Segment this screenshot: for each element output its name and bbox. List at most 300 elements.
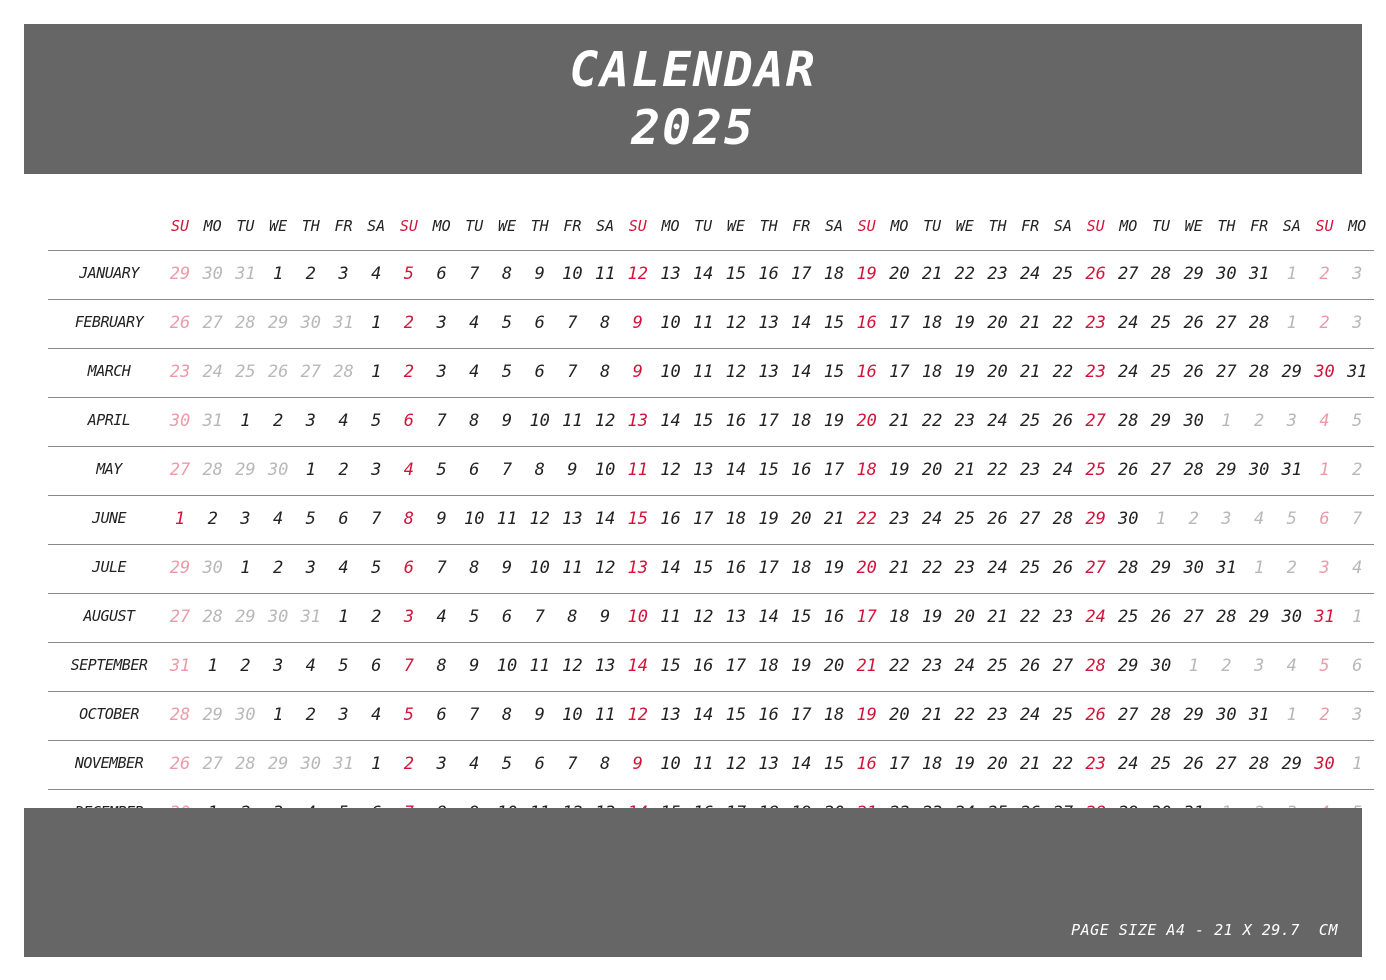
adjacent-month-day: 6 — [1352, 656, 1363, 676]
day-cell: 18 — [791, 558, 812, 578]
weekday-label: MO — [203, 217, 222, 235]
weekday-label: TU — [465, 217, 484, 235]
weekday-label: MO — [1348, 217, 1367, 235]
day-cell: 29 — [1216, 460, 1237, 480]
day-cell: 31 — [1314, 607, 1335, 627]
day-cell: 22 — [889, 656, 910, 676]
day-cell: 3 — [272, 656, 284, 676]
day-cell: 31 — [1216, 558, 1237, 578]
month-row — [48, 544, 1374, 593]
adjacent-month-day: 28 — [235, 313, 256, 333]
weekday-label: SA — [1053, 217, 1072, 235]
day-cell: 8 — [501, 705, 513, 725]
day-cell: 30 — [1118, 509, 1139, 529]
day-cell: 6 — [403, 411, 415, 431]
day-cell: 20 — [987, 313, 1008, 333]
day-cell: 10 — [660, 754, 681, 774]
day-cell: 23 — [1085, 313, 1106, 333]
page-size-note: PAGE SIZE A4 - 21 X 29.7 CM — [1071, 921, 1338, 939]
day-cell: 15 — [692, 411, 714, 431]
day-cell: 15 — [823, 754, 845, 774]
adjacent-month-day: 29 — [169, 264, 191, 284]
weekday-label: SU — [170, 217, 190, 235]
day-cell: 30 — [1216, 264, 1237, 284]
month-row — [48, 691, 1374, 740]
month-name: AUGUST — [83, 607, 135, 625]
day-cell: 4 — [371, 705, 382, 725]
day-cell: 6 — [534, 754, 545, 774]
adjacent-month-day: 3 — [1352, 313, 1363, 333]
day-cell: 14 — [791, 754, 812, 774]
day-cell: 1 — [174, 509, 186, 529]
day-cell: 1 — [272, 264, 284, 284]
day-cell: 7 — [534, 607, 545, 627]
day-cell: 12 — [660, 460, 681, 480]
day-cell: 19 — [954, 362, 976, 382]
calendar-grid — [48, 204, 1374, 838]
footer-band — [24, 808, 1362, 957]
day-cell: 31 — [1346, 362, 1368, 382]
day-cell: 21 — [987, 607, 1008, 627]
day-cell: 11 — [562, 411, 583, 431]
adjacent-month-day: 2 — [1221, 656, 1232, 676]
day-cell: 14 — [627, 656, 649, 676]
day-cell: 13 — [627, 558, 649, 578]
adjacent-month-day: 1 — [1155, 509, 1167, 529]
adjacent-month-day: 31 — [235, 264, 256, 284]
day-cell: 14 — [594, 509, 616, 529]
weekday-label: TU — [1151, 217, 1171, 235]
day-cell: 24 — [954, 656, 976, 676]
weekday-header-row — [48, 204, 1374, 250]
day-cell: 1 — [240, 558, 251, 578]
day-cell: 4 — [403, 460, 415, 480]
day-cell: 1 — [240, 411, 251, 431]
day-cell: 12 — [692, 607, 714, 627]
day-cell: 19 — [758, 509, 779, 529]
adjacent-month-day: 5 — [1319, 656, 1330, 676]
day-cell: 2 — [207, 509, 218, 529]
adjacent-month-day: 4 — [1286, 656, 1297, 676]
month-name: NOVEMBER — [74, 754, 144, 772]
day-cell: 12 — [725, 362, 747, 382]
month-row — [48, 299, 1374, 348]
day-cell: 13 — [758, 754, 779, 774]
day-cell: 12 — [627, 264, 649, 284]
day-cell: 27 — [1118, 264, 1139, 284]
day-cell: 9 — [436, 509, 447, 529]
weekday-label: SU — [628, 217, 647, 235]
day-cell: 15 — [660, 656, 681, 676]
day-cell: 3 — [240, 509, 251, 529]
adjacent-month-day: 2 — [1319, 313, 1330, 333]
day-cell: 9 — [534, 705, 545, 725]
day-cell: 17 — [823, 460, 845, 480]
day-cell: 18 — [823, 705, 845, 725]
day-cell: 24 — [987, 411, 1008, 431]
day-cell: 24 — [1118, 754, 1139, 774]
day-cell: 7 — [469, 705, 480, 725]
day-cell: 17 — [692, 509, 714, 529]
adjacent-month-day: 5 — [1352, 411, 1363, 431]
day-cell: 30 — [1281, 607, 1303, 627]
weekday-label: FR — [563, 217, 582, 235]
day-cell: 13 — [627, 411, 649, 431]
day-cell: 28 — [1248, 313, 1270, 333]
day-cell: 26 — [1150, 607, 1172, 627]
day-cell: 2 — [403, 362, 415, 382]
day-cell: 18 — [889, 607, 910, 627]
day-cell: 13 — [660, 705, 681, 725]
header-band — [24, 24, 1362, 174]
day-cell: 12 — [725, 313, 747, 333]
day-cell: 21 — [954, 460, 976, 480]
adjacent-month-day: 28 — [235, 754, 256, 774]
day-cell: 7 — [469, 264, 480, 284]
adjacent-month-day: 28 — [202, 607, 223, 627]
adjacent-month-day: 30 — [300, 754, 322, 774]
adjacent-month-day: 30 — [267, 460, 289, 480]
day-cell: 13 — [594, 656, 616, 676]
day-cell: 20 — [856, 411, 877, 431]
day-cell: 18 — [758, 656, 779, 676]
month-row — [48, 397, 1374, 446]
day-cell: 30 — [1314, 754, 1335, 774]
month-row — [48, 250, 1374, 299]
adjacent-month-day: 29 — [202, 705, 223, 725]
day-cell: 5 — [501, 362, 513, 382]
day-cell: 16 — [856, 754, 877, 774]
day-cell: 3 — [305, 411, 316, 431]
day-cell: 29 — [1183, 264, 1204, 284]
day-cell: 21 — [823, 509, 845, 529]
day-cell: 5 — [501, 754, 513, 774]
day-cell: 13 — [725, 607, 747, 627]
day-cell: 24 — [921, 509, 943, 529]
day-cell: 6 — [403, 558, 415, 578]
day-cell: 2 — [371, 607, 382, 627]
weekday-label: TH — [530, 217, 549, 235]
day-cell: 3 — [436, 754, 447, 774]
day-cell: 23 — [889, 509, 910, 529]
adjacent-month-day: 28 — [202, 460, 223, 480]
adjacent-month-day: 27 — [202, 313, 223, 333]
weekday-label: MO — [890, 217, 909, 235]
day-cell: 1 — [305, 460, 316, 480]
day-cell: 3 — [338, 705, 349, 725]
adjacent-month-day: 28 — [333, 362, 354, 382]
day-cell: 5 — [501, 313, 513, 333]
day-cell: 21 — [856, 656, 877, 676]
weekday-label: FR — [792, 217, 811, 235]
day-cell: 20 — [954, 607, 976, 627]
day-cell: 14 — [660, 558, 681, 578]
day-cell: 25 — [1150, 362, 1172, 382]
day-cell: 10 — [496, 656, 518, 676]
day-cell: 11 — [562, 558, 583, 578]
day-cell: 6 — [469, 460, 480, 480]
day-cell: 10 — [562, 264, 583, 284]
day-cell: 27 — [1052, 656, 1074, 676]
day-cell: 25 — [1150, 313, 1172, 333]
day-cell: 23 — [1052, 607, 1074, 627]
day-cell: 6 — [534, 362, 545, 382]
adjacent-month-day: 31 — [333, 754, 354, 774]
day-cell: 30 — [1314, 362, 1335, 382]
adjacent-month-day: 2 — [1253, 411, 1265, 431]
day-cell: 14 — [692, 264, 714, 284]
adjacent-month-day: 1 — [1319, 460, 1330, 480]
day-cell: 28 — [1085, 656, 1106, 676]
day-cell: 8 — [599, 754, 611, 774]
day-cell: 8 — [501, 264, 513, 284]
day-cell: 24 — [1118, 313, 1139, 333]
day-cell: 26 — [1085, 705, 1106, 725]
day-cell: 2 — [403, 313, 415, 333]
adjacent-month-day: 6 — [1319, 509, 1330, 529]
weekday-label: WE — [955, 217, 974, 235]
day-cell: 20 — [921, 460, 943, 480]
adjacent-month-day: 28 — [169, 705, 191, 725]
day-cell: 20 — [791, 509, 812, 529]
day-cell: 15 — [791, 607, 812, 627]
day-cell: 13 — [692, 460, 714, 480]
day-cell: 24 — [1118, 362, 1139, 382]
day-cell: 27 — [1216, 754, 1237, 774]
day-cell: 13 — [562, 509, 583, 529]
day-cell: 19 — [856, 705, 877, 725]
day-cell: 8 — [469, 411, 480, 431]
day-cell: 14 — [758, 607, 779, 627]
adjacent-month-day: 5 — [1286, 509, 1297, 529]
day-cell: 16 — [758, 705, 779, 725]
day-cell: 17 — [856, 607, 877, 627]
day-cell: 16 — [791, 460, 812, 480]
adjacent-month-day: 23 — [169, 362, 191, 382]
day-cell: 10 — [562, 705, 583, 725]
day-cell: 29 — [1281, 362, 1303, 382]
day-cell: 1 — [338, 607, 349, 627]
day-cell: 3 — [436, 313, 447, 333]
day-cell: 18 — [921, 313, 943, 333]
day-cell: 17 — [758, 411, 779, 431]
day-cell: 8 — [436, 656, 447, 676]
day-cell: 26 — [1183, 754, 1204, 774]
day-cell: 16 — [758, 264, 779, 284]
day-cell: 11 — [692, 754, 714, 774]
month-row — [48, 642, 1374, 691]
day-cell: 22 — [1052, 754, 1074, 774]
adjacent-month-day: 31 — [333, 313, 354, 333]
day-cell: 30 — [1150, 656, 1172, 676]
day-cell: 22 — [921, 558, 943, 578]
day-cell: 18 — [856, 460, 877, 480]
adjacent-month-day: 1 — [1352, 754, 1363, 774]
day-cell: 27 — [1183, 607, 1204, 627]
day-cell: 24 — [1085, 607, 1106, 627]
day-cell: 7 — [567, 362, 578, 382]
month-row — [48, 740, 1374, 789]
day-cell: 16 — [856, 362, 877, 382]
day-cell: 25 — [1052, 264, 1074, 284]
day-cell: 3 — [338, 264, 349, 284]
day-cell: 23 — [987, 705, 1008, 725]
day-cell: 26 — [1019, 656, 1041, 676]
day-cell: 23 — [954, 411, 976, 431]
day-cell: 26 — [1085, 264, 1106, 284]
adjacent-month-day: 29 — [267, 754, 289, 774]
weekday-label: SA — [824, 217, 844, 235]
day-cell: 23 — [921, 656, 943, 676]
day-cell: 14 — [725, 460, 747, 480]
weekday-label: TH — [988, 217, 1007, 235]
month-name: JULE — [91, 558, 127, 576]
day-cell: 21 — [921, 264, 943, 284]
day-cell: 26 — [1118, 460, 1139, 480]
adjacent-month-day: 3 — [1286, 411, 1297, 431]
day-cell: 22 — [921, 411, 943, 431]
day-cell: 6 — [501, 607, 513, 627]
day-cell: 21 — [1019, 754, 1041, 774]
adjacent-month-day: 29 — [169, 558, 191, 578]
adjacent-month-day: 31 — [202, 411, 223, 431]
day-cell: 27 — [1085, 558, 1106, 578]
day-cell: 17 — [889, 362, 910, 382]
day-cell: 29 — [1118, 656, 1139, 676]
day-cell: 28 — [1150, 264, 1172, 284]
month-name: MAY — [96, 460, 122, 478]
day-cell: 19 — [954, 754, 976, 774]
day-cell: 23 — [1019, 460, 1041, 480]
day-cell: 15 — [823, 362, 845, 382]
day-cell: 29 — [1281, 754, 1303, 774]
day-cell: 14 — [791, 313, 812, 333]
day-cell: 16 — [692, 656, 714, 676]
weekday-label: SU — [399, 217, 418, 235]
adjacent-month-day: 2 — [1319, 705, 1330, 725]
day-cell: 23 — [954, 558, 976, 578]
weekday-label: WE — [497, 217, 517, 235]
day-cell: 26 — [1183, 313, 1204, 333]
day-cell: 6 — [436, 264, 447, 284]
day-cell: 11 — [594, 264, 616, 284]
day-cell: 27 — [1118, 705, 1139, 725]
adjacent-month-day: 31 — [300, 607, 322, 627]
day-cell: 11 — [692, 313, 714, 333]
day-cell: 23 — [1085, 754, 1106, 774]
day-cell: 2 — [272, 558, 284, 578]
month-row — [48, 446, 1374, 495]
day-cell: 17 — [758, 558, 779, 578]
day-cell: 28 — [1216, 607, 1237, 627]
weekday-label: SA — [367, 217, 386, 235]
day-cell: 21 — [921, 705, 943, 725]
weekday-label: SA — [1282, 217, 1301, 235]
day-cell: 5 — [436, 460, 447, 480]
adjacent-month-day: 1 — [1286, 705, 1297, 725]
day-cell: 18 — [921, 754, 943, 774]
day-cell: 11 — [627, 460, 649, 480]
day-cell: 19 — [791, 656, 812, 676]
day-cell: 5 — [469, 607, 480, 627]
day-cell: 22 — [856, 509, 877, 529]
adjacent-month-day: 1 — [1253, 558, 1265, 578]
day-cell: 20 — [823, 656, 845, 676]
day-cell: 10 — [594, 460, 616, 480]
weekday-label: FR — [334, 217, 353, 235]
adjacent-month-day: 27 — [169, 607, 191, 627]
adjacent-month-day: 1 — [1221, 411, 1232, 431]
day-cell: 4 — [469, 362, 480, 382]
day-cell: 4 — [436, 607, 447, 627]
adjacent-month-day: 27 — [202, 754, 223, 774]
day-cell: 3 — [371, 460, 382, 480]
adjacent-month-day: 2 — [1188, 509, 1199, 529]
day-cell: 13 — [758, 362, 779, 382]
day-cell: 31 — [1248, 264, 1270, 284]
day-cell: 16 — [823, 607, 845, 627]
weekday-label: FR — [1021, 217, 1040, 235]
calendar-year: 2025 — [631, 100, 755, 156]
weekday-label: TH — [1217, 217, 1236, 235]
weekday-label: MO — [661, 217, 680, 235]
day-cell: 7 — [567, 754, 578, 774]
day-cell: 15 — [692, 558, 714, 578]
day-cell: 4 — [371, 264, 382, 284]
day-cell: 30 — [1183, 558, 1204, 578]
day-cell: 19 — [823, 558, 845, 578]
day-cell: 12 — [627, 705, 649, 725]
day-cell: 24 — [1019, 705, 1041, 725]
day-cell: 22 — [987, 460, 1008, 480]
adjacent-month-day: 1 — [1286, 264, 1297, 284]
day-cell: 29 — [1150, 411, 1172, 431]
adjacent-month-day: 1 — [1352, 607, 1363, 627]
day-cell: 16 — [725, 558, 747, 578]
day-cell: 2 — [338, 460, 349, 480]
day-cell: 5 — [403, 264, 415, 284]
day-cell: 3 — [403, 607, 415, 627]
day-cell: 5 — [371, 411, 382, 431]
day-cell: 6 — [436, 705, 447, 725]
day-cell: 17 — [889, 754, 910, 774]
day-cell: 7 — [501, 460, 513, 480]
day-cell: 2 — [403, 754, 415, 774]
day-cell: 22 — [954, 705, 976, 725]
day-cell: 19 — [921, 607, 943, 627]
adjacent-month-day: 27 — [300, 362, 322, 382]
adjacent-month-day: 26 — [267, 362, 289, 382]
day-cell: 4 — [469, 754, 480, 774]
weekday-label: SU — [857, 217, 876, 235]
day-cell: 9 — [567, 460, 578, 480]
day-cell: 20 — [889, 264, 910, 284]
day-cell: 11 — [660, 607, 681, 627]
day-cell: 5 — [305, 509, 316, 529]
day-cell: 14 — [660, 411, 681, 431]
day-cell: 27 — [1216, 362, 1237, 382]
day-cell: 12 — [529, 509, 550, 529]
day-cell: 30 — [1216, 705, 1237, 725]
day-cell: 18 — [823, 264, 845, 284]
day-cell: 8 — [469, 558, 480, 578]
adjacent-month-day: 3 — [1352, 264, 1363, 284]
weekday-label: TU — [694, 217, 713, 235]
day-cell: 3 — [305, 558, 316, 578]
day-cell: 2 — [240, 656, 251, 676]
adjacent-month-day: 3 — [1221, 509, 1232, 529]
weekday-label: SU — [1315, 217, 1334, 235]
